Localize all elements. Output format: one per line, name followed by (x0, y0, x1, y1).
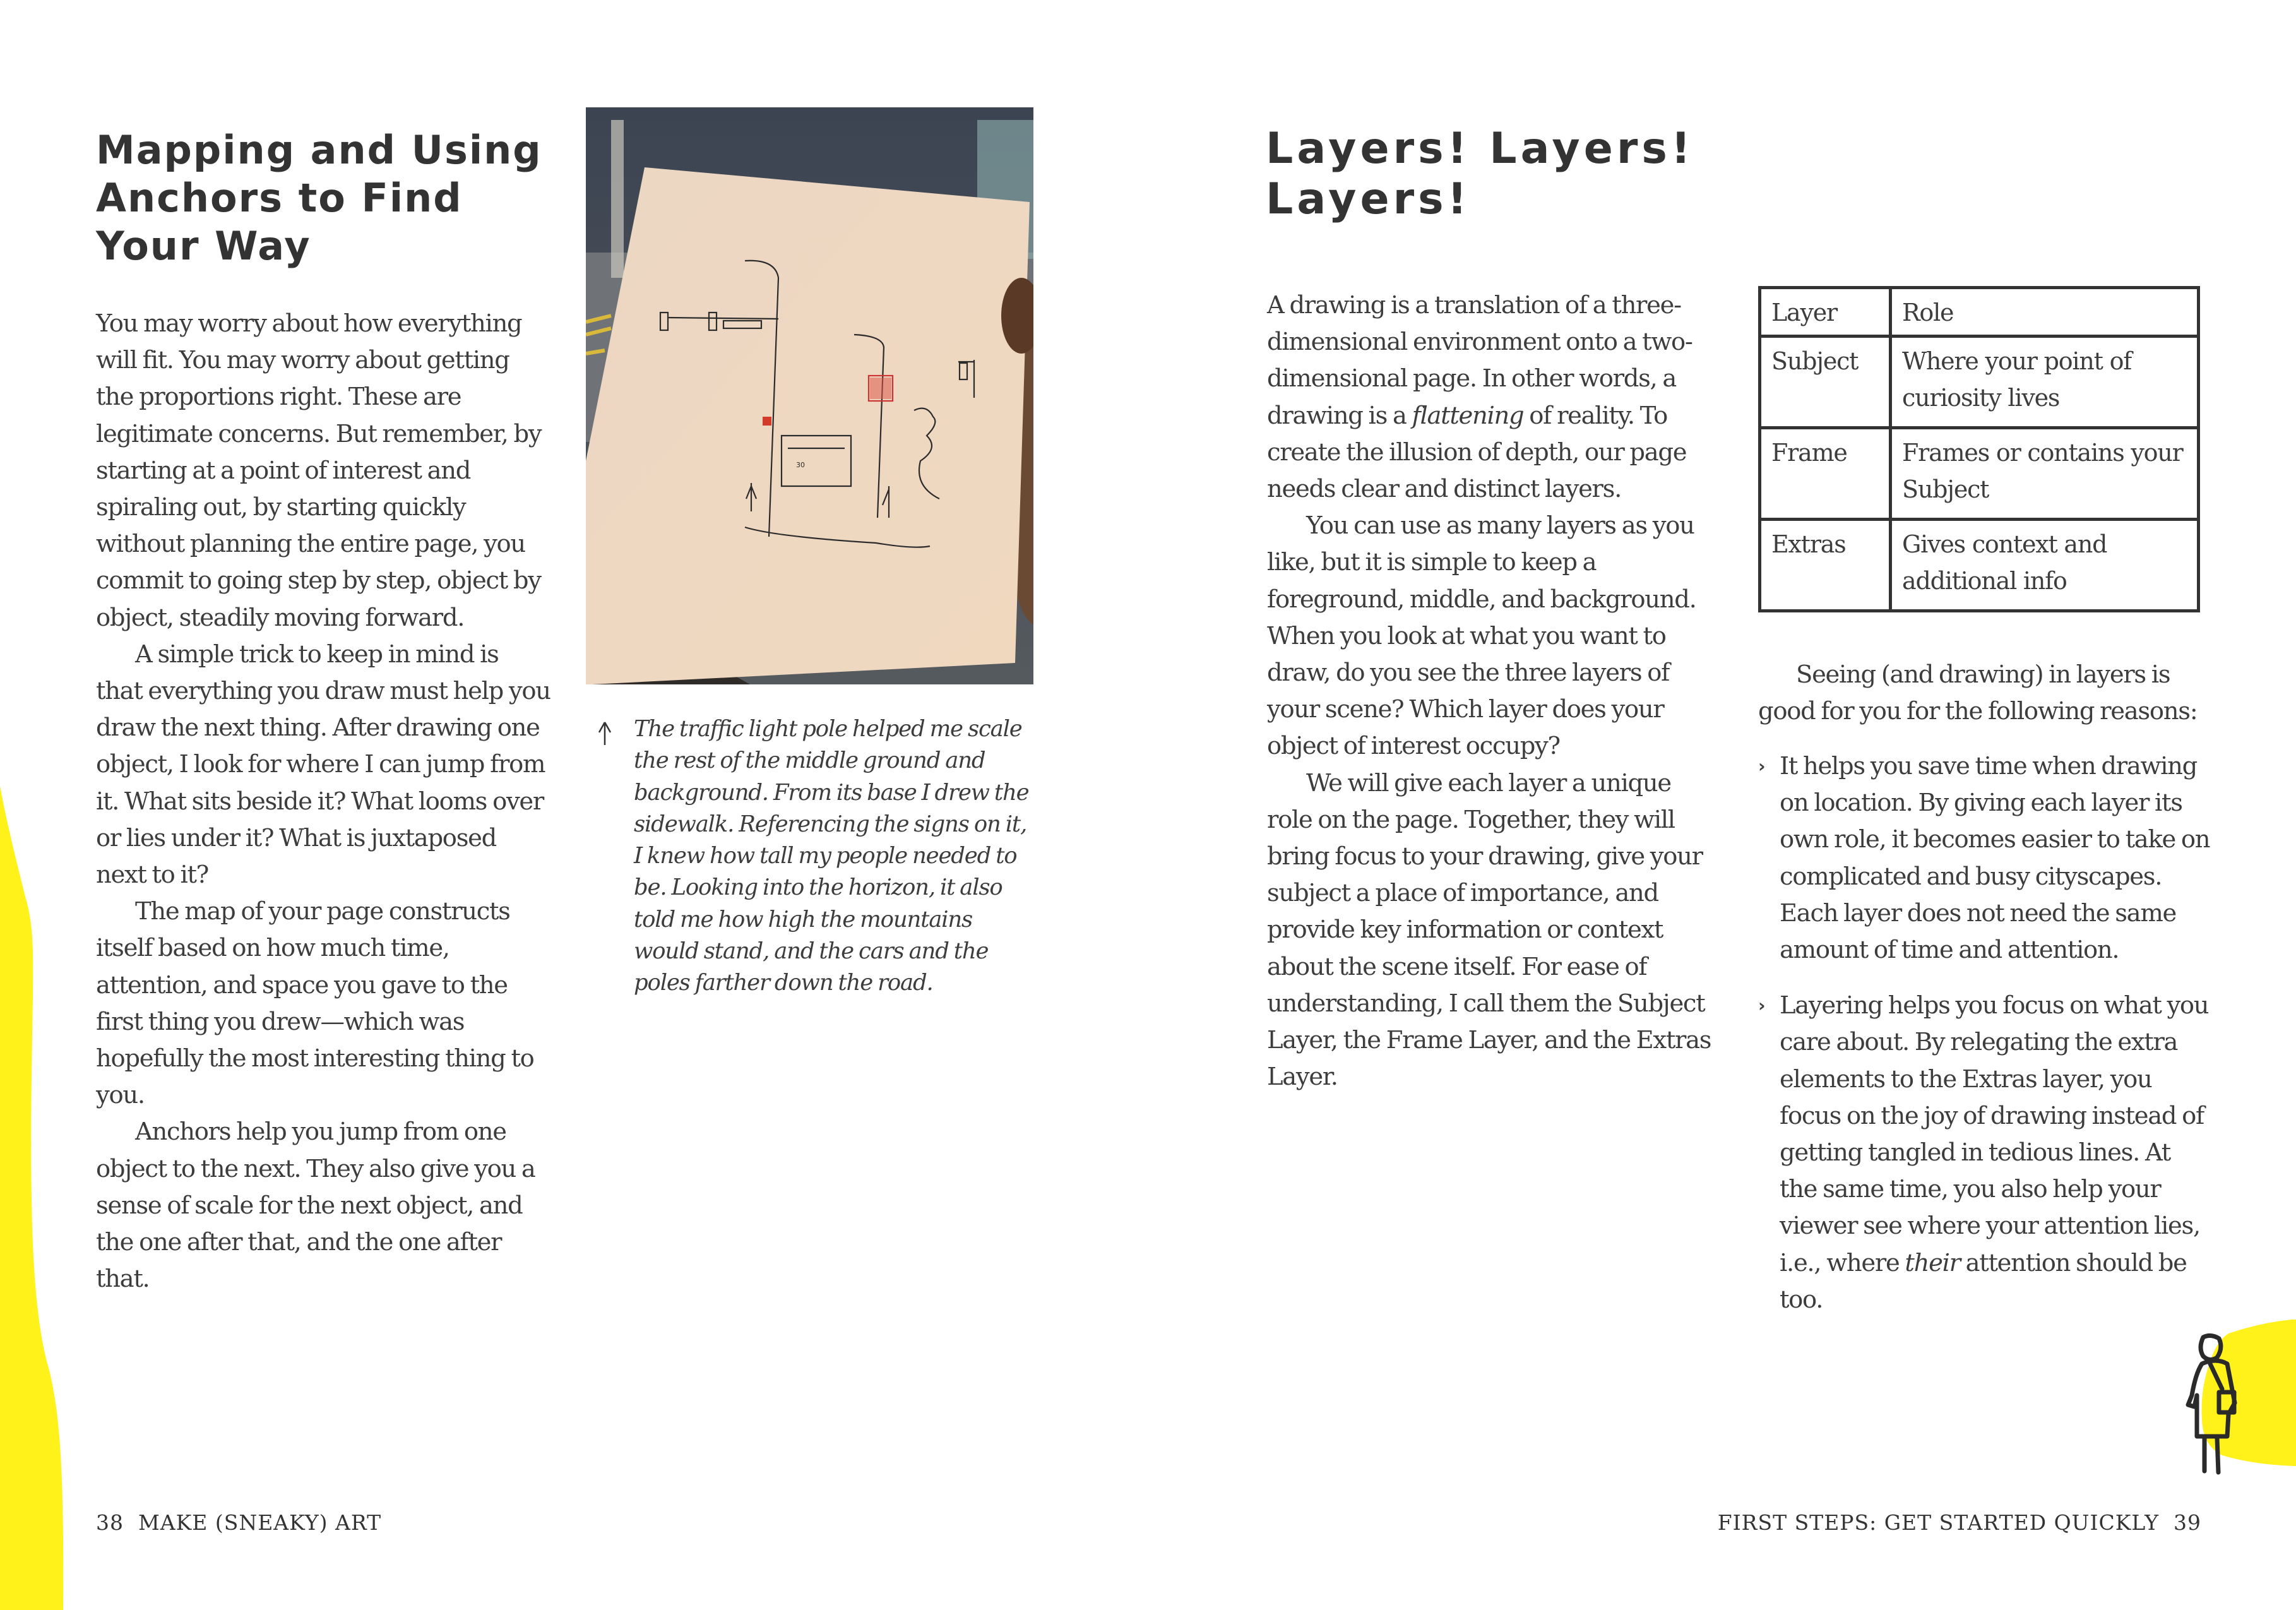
sketch-photo-illustration (586, 107, 1033, 684)
headline-line: Mapping and Using (96, 127, 542, 173)
section-headline-mapping (96, 126, 550, 270)
sketch-photo (586, 107, 1033, 684)
footer-right (1718, 1510, 2201, 1535)
table-cell-layer: Subject (1760, 337, 1891, 428)
right-body-column (1267, 287, 1722, 1095)
layer-role-table (1758, 286, 2200, 612)
headline-line: Anchors to Find (96, 175, 463, 221)
stop-sign-red (763, 417, 771, 426)
body-paragraph: We will give each layer a unique role on the page. Together, they will bring focus to your drawing, give your subject a place of importance, and provide key information or context about the scene itself. For ease of understanding, I call them the Subject Layer, the Frame Layer, and the Extras Layer. (1267, 768, 1711, 1092)
list-item-text (1780, 991, 2208, 1314)
text-run: Layering helps you focus on what you care about. By relegating the extra elements to the Extras layer, you focus on the joy of drawing instead of getting tangled in tedious lines. At the same time, you also help your viewer see where your attention lies, i.e., where (1780, 991, 2209, 1277)
body-paragraph: A simple trick to keep in mind is that everything you draw must help you draw the next thing. After drawing one object, I look for where I can jump from it. What sits beside it? What looms over or lies under it? What is juxtaposed next to it? (96, 640, 550, 890)
table-cell-role: Gives context and additional info (1891, 520, 2199, 611)
banner-red (870, 378, 891, 399)
arrow-up-icon (597, 721, 612, 746)
list-item-text: It helps you save time when drawing on location. By giving each layer its own role, it becomes easier to take on complicated and busy cityscapes. Each layer does not need the same amount of time and attention. (1780, 752, 2210, 965)
emphasis-text: flattening (1412, 401, 1524, 430)
list-item (1758, 987, 2213, 1318)
reasons-intro: Seeing (and drawing) in layers is good for you for the following reasons: (1758, 660, 2198, 726)
table-header-cell: Layer (1760, 288, 1891, 337)
body-paragraph: You may worry about how everything will fit. You may worry about getting the proportions right. These are legitimate concerns. But remember, by starting at a point of interest and spiraling out, by starting quickly without planning the entire page, you commit to going step by step, object by object, steadily moving forward. (96, 309, 542, 632)
photo-caption: The traffic light pole helped me scale the rest of the middle ground and background. From its base I drew the sidewalk. Referencing the signs on it, I knew how tall my people needed to be. Looking into the horizon, it also told me how high the mountains would stand, and the cars and the poles farther down the road. (634, 716, 1029, 996)
speed-sign-text: 30 (796, 461, 805, 469)
table-cell-layer: Extras (1760, 520, 1891, 611)
running-title: FIRST STEPS: GET STARTED QUICKLY (1717, 1510, 2160, 1535)
list-item (1758, 748, 2213, 969)
reasons-list (1758, 748, 2213, 1337)
chevron-right-icon: › (1758, 756, 1765, 777)
paper-sheet (586, 167, 1030, 684)
table-header-row (1760, 288, 2199, 337)
table-row (1760, 428, 2199, 520)
chevron-right-icon: › (1758, 995, 1765, 1017)
body-paragraph: Anchors help you jump from one object to the next. They also give you a sense of scale for the next object, and the one after that, and the one after that. (96, 1118, 535, 1294)
body-paragraph (1267, 287, 1722, 508)
body-paragraph: The map of your page constructs itself based on how much time, attention, and space you gave to the first thing you drew—which was hopefully the most interesting thing to you. (96, 897, 534, 1110)
yellow-blob-left (0, 0, 76, 1610)
page-number: 39 (2174, 1510, 2201, 1535)
text-run: of reality. To create the illusion of depth, our page needs clear and distinct layers. (1267, 401, 1687, 504)
table-cell-role: Where your point of curiosity lives (1891, 337, 2199, 428)
table-row (1760, 520, 2199, 611)
body-paragraph: You can use as many layers as you like, but it is simple to keep a foreground, middle, and background. When you look at what you want to draw, do you see the three layers of your scene? Which layer does your object of interest occupy? (1267, 511, 1696, 761)
walking-figure-illustration (2146, 1294, 2296, 1484)
text-run: attention should be too. (1780, 1248, 2187, 1314)
yellow-blob-left-shape (0, 786, 63, 1610)
table-row (1760, 337, 2199, 428)
table-cell-layer: Frame (1760, 428, 1891, 520)
section-headline-layers: Layers! Layers! Layers! (1266, 124, 1694, 224)
page-number: 38 (96, 1510, 124, 1535)
running-title: MAKE (SNEAKY) ART (138, 1510, 382, 1535)
table-header-cell: Role (1891, 288, 2199, 337)
headline-line: Your Way (96, 223, 311, 269)
emphasis-text: their (1905, 1248, 1960, 1277)
left-body-column (96, 306, 550, 1297)
blurred-pillar (611, 120, 624, 278)
table-cell-role: Frames or contains your Subject (1891, 428, 2199, 520)
footer-left (96, 1510, 381, 1535)
text-run: A drawing is a translation of a three-dimensional environment onto a two-dimensional page. In other words, a drawing is a (1267, 291, 1692, 430)
